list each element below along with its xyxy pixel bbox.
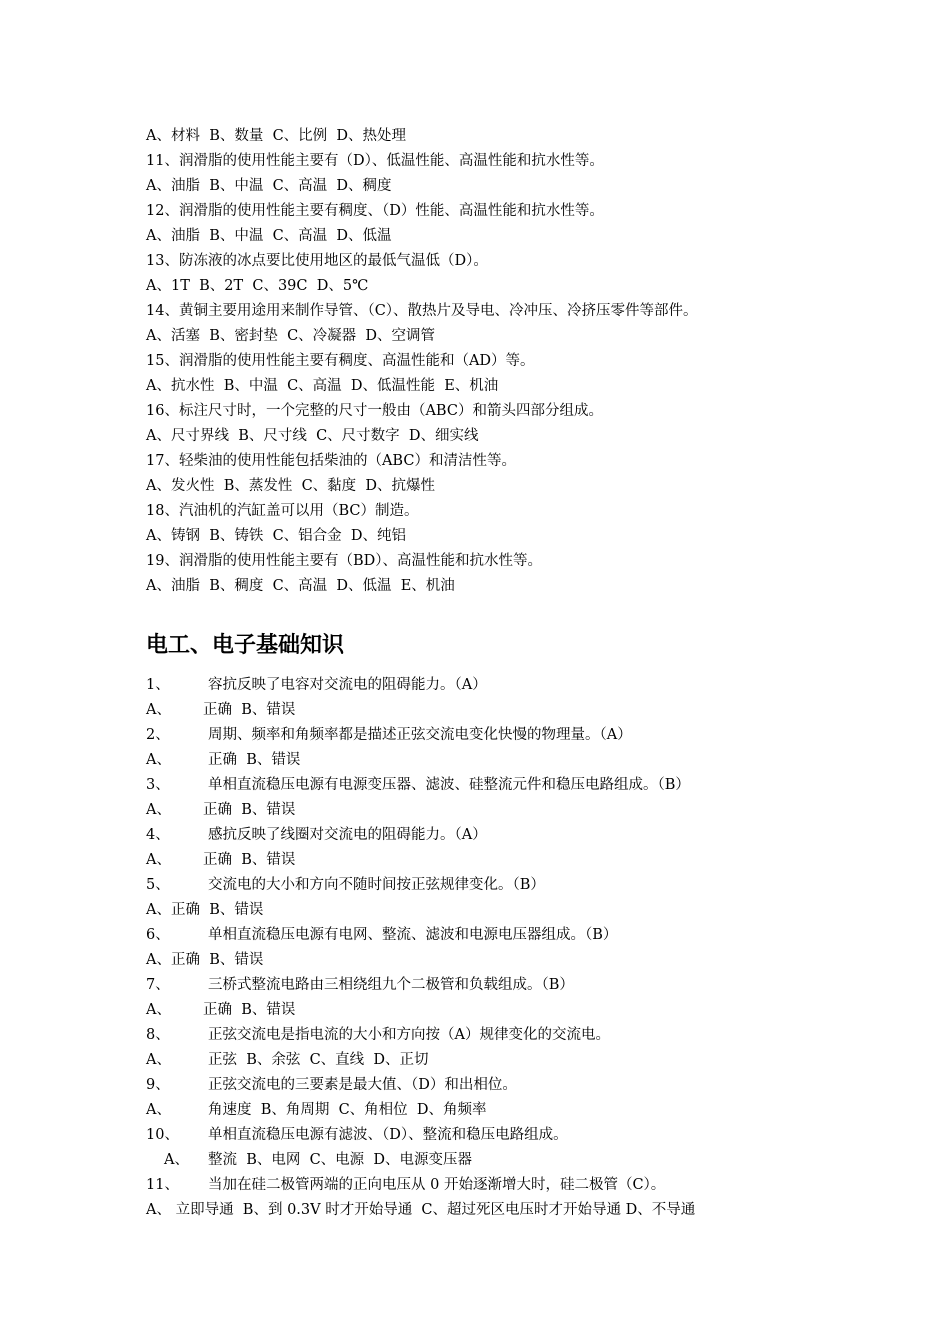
question-text: 当加在硅二极管两端的正向电压从 0 开始逐渐增大时，硅二极管（C）。	[208, 1177, 666, 1193]
question-line	[146, 675, 487, 695]
question-text: 单相直流稳压电源有电网、整流、滤波和电源电压器组成。（B）	[208, 927, 618, 943]
question-number: 6、	[146, 927, 170, 943]
option-text: 正确 B、错误	[203, 702, 296, 718]
question-text: 周期、频率和角频率都是描述正弦交流电变化快慢的物理量。（A）	[208, 727, 632, 743]
question-text: 交流电的大小和方向不随时间按正弦规律变化。（B）	[208, 877, 545, 893]
question-number: 11、	[146, 1177, 179, 1193]
answer-options-line	[164, 1150, 472, 1170]
option-label: A、	[146, 1052, 171, 1068]
question-line	[146, 1025, 610, 1045]
option-label: A、	[146, 752, 171, 768]
option-text: 正确 B、错误	[203, 852, 296, 868]
option-text: 整流 B、电网 C、电源 D、电源变压器	[208, 1152, 473, 1168]
question-line: 16、标注尺寸时，一个完整的尺寸一般由（ABC）和箭头四部分组成。	[146, 403, 603, 419]
question-line: 11、润滑脂的使用性能主要有（D）、低温性能、高温性能和抗水性等。	[146, 153, 604, 169]
question-number: 10、	[146, 1127, 179, 1143]
option-text: 正确 B、错误	[203, 1002, 296, 1018]
answer-options-line	[146, 800, 295, 820]
answer-options-line: A、铸钢 B、铸铁 C、铝合金 D、纯铝	[146, 528, 407, 544]
question-number: 7、	[146, 977, 170, 993]
answer-options-line	[146, 700, 295, 720]
question-number: 8、	[146, 1027, 170, 1043]
question-number: 4、	[146, 827, 170, 843]
question-line	[146, 725, 632, 745]
answer-options-line: A、正确 B、错误	[146, 952, 264, 968]
question-line: 12、润滑脂的使用性能主要有稠度、（D）性能、高温性能和抗水性等。	[146, 203, 604, 219]
question-number: 1、	[146, 677, 170, 693]
answer-options-line: A、 立即导通 B、到 0.3V 时才开始导通 C、超过死区电压时才开始导通 D、不导通	[146, 1202, 696, 1218]
answer-options-line: A、抗水性 B、中温 C、高温 D、低温性能 E、机油	[146, 378, 499, 394]
question-line: 14、黄铜主要用途用来制作导管、（C）、散热片及导电、冷冲压、冷挤压零件等部件。	[146, 303, 698, 319]
option-label: A、	[146, 1002, 171, 1018]
answer-options-line: A、活塞 B、密封垫 C、冷凝器 D、空调管	[146, 328, 436, 344]
question-line	[146, 975, 574, 995]
option-label: A、	[164, 1152, 189, 1168]
option-text: 正弦 B、余弦 C、直线 D、正切	[208, 1052, 429, 1068]
option-label: A、	[146, 802, 171, 818]
question-line	[146, 1175, 665, 1195]
option-label: A、	[146, 1102, 171, 1118]
answer-options-line: A、油脂 B、稠度 C、高温 D、低温 E、机油	[146, 578, 455, 594]
question-number: 5、	[146, 877, 170, 893]
question-line: 17、轻柴油的使用性能包括柴油的（ABC）和清洁性等。	[146, 453, 516, 469]
question-text: 正弦交流电的三要素是最大值、（D）和出相位。	[208, 1077, 517, 1093]
answer-options-line: A、尺寸界线 B、尺寸线 C、尺寸数字 D、细实线	[146, 428, 479, 444]
answer-options-line	[146, 1000, 295, 1020]
question-text: 正弦交流电是指电流的大小和方向按（A）规律变化的交流电。	[208, 1027, 610, 1043]
answer-options-line	[146, 1050, 429, 1070]
answer-options-line	[146, 850, 295, 870]
question-line: 13、防冻液的冰点要比使用地区的最低气温低（D）。	[146, 253, 488, 269]
answer-options-line: A、材料 B、数量 C、比例 D、热处理	[146, 128, 407, 144]
question-line	[146, 1075, 517, 1095]
question-text: 感抗反映了线圈对交流电的阻碍能力。（A）	[208, 827, 487, 843]
question-line: 18、汽油机的汽缸盖可以用（BC）制造。	[146, 503, 419, 519]
option-text: 角速度 B、角周期 C、角相位 D、角频率	[208, 1102, 487, 1118]
answer-options-line: A、油脂 B、中温 C、高温 D、低温	[146, 228, 392, 244]
question-text: 三桥式整流电路由三相绕组九个二极管和负载组成。（B）	[208, 977, 574, 993]
section-heading: 电工、电子基础知识	[146, 633, 345, 658]
question-line: 15、润滑脂的使用性能主要有稠度、高温性能和（AD）等。	[146, 353, 535, 369]
question-line	[146, 925, 617, 945]
option-text: 正确 B、错误	[203, 802, 296, 818]
question-line	[146, 775, 690, 795]
answer-options-line: A、正确 B、错误	[146, 902, 264, 918]
option-label: A、	[146, 702, 171, 718]
question-number: 3、	[146, 777, 170, 793]
answer-options-line: A、发火性 B、蒸发性 C、黏度 D、抗爆性	[146, 478, 436, 494]
question-line	[146, 875, 545, 895]
answer-options-line	[146, 750, 300, 770]
question-line	[146, 825, 487, 845]
answer-options-line	[146, 1100, 487, 1120]
question-number: 9、	[146, 1077, 170, 1093]
answer-options-line: A、油脂 B、中温 C、高温 D、稠度	[146, 178, 392, 194]
question-line: 19、润滑脂的使用性能主要有（BD）、高温性能和抗水性等。	[146, 553, 542, 569]
question-number: 2、	[146, 727, 170, 743]
question-text: 单相直流稳压电源有滤波、（D）、整流和稳压电路组成。	[208, 1127, 568, 1143]
answer-options-line: A、1T B、2T C、39C D、5℃	[146, 278, 369, 294]
option-label: A、	[146, 852, 171, 868]
option-text: 正确 B、错误	[208, 752, 301, 768]
question-text: 单相直流稳压电源有电源变压器、滤波、硅整流元件和稳压电路组成。（B）	[208, 777, 690, 793]
question-line	[146, 1125, 568, 1145]
question-text: 容抗反映了电容对交流电的阻碍能力。（A）	[208, 677, 487, 693]
